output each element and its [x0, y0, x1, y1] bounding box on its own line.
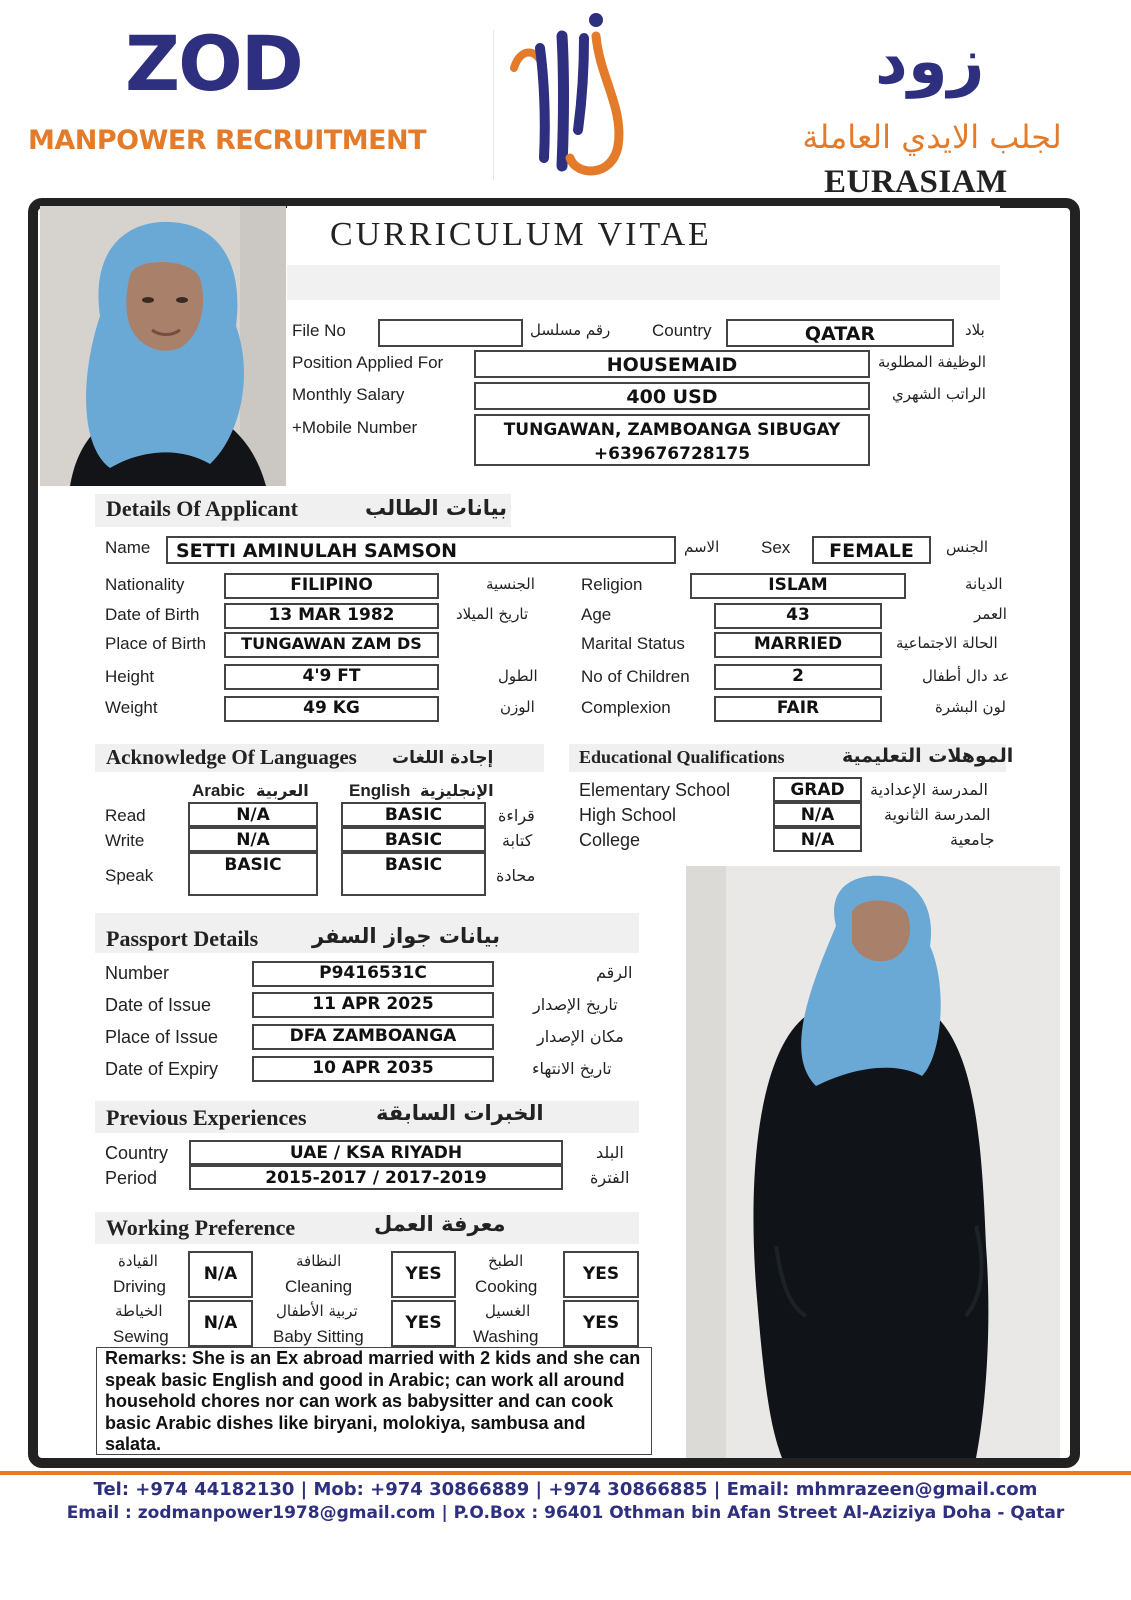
height-label: Height	[105, 667, 155, 686]
english-read-field: BASIC	[341, 802, 486, 827]
driving-label: Driving	[113, 1277, 166, 1296]
file-no-field	[378, 319, 523, 347]
brand-subtitle-arabic: لجلب الايدي العاملة	[802, 118, 1062, 156]
marital-label: Marital Status	[581, 634, 685, 653]
complexion-label-ar: لون البشرة	[935, 698, 1006, 716]
sewing-label-ar: الخياطة	[115, 1302, 163, 1320]
sewing-field: N/A	[188, 1300, 253, 1347]
cleaning-label-ar: النظافة	[296, 1252, 342, 1270]
experience-period-label: Period	[105, 1168, 158, 1188]
experience-country-label: Country	[105, 1143, 169, 1163]
address-mobile-field	[474, 414, 870, 466]
experience-period-label-ar: الفترة	[590, 1168, 630, 1187]
pob-field: TUNGAWAN ZAM DS	[224, 632, 439, 658]
name-field: SETTI AMINULAH SAMSON	[166, 536, 676, 564]
arabic-read-field: N/A	[188, 802, 318, 827]
issue-date-field: 11 APR 2025	[252, 992, 494, 1018]
speak-label-ar: محادة	[496, 866, 536, 885]
footer-contact-line-1: Tel: +974 44182130 | Mob: +974 30866889 | +974 30866885 | Email: mhmrazeen@gmail.com	[93, 1479, 1038, 1500]
expiry-date-label: Date of Expiry	[105, 1059, 219, 1079]
footer-divider	[0, 1471, 1131, 1475]
arabic-write-field: N/A	[188, 827, 318, 852]
eurasiam-label: EURASIAM	[824, 164, 1008, 200]
passport-number-label: Number	[105, 963, 170, 983]
height-label-ar: الطول	[498, 667, 538, 685]
brand-emblem-icon	[500, 8, 640, 180]
weight-label: Weight	[105, 698, 158, 717]
applicant-full-body-photo	[686, 866, 1060, 1458]
cooking-label-ar: الطبخ	[488, 1252, 524, 1270]
babysitting-label: Baby Sitting	[273, 1327, 364, 1346]
pob-label: Place of Birth	[105, 634, 207, 653]
position-label-ar: الوظيفة المطلوبة	[878, 353, 986, 371]
age-label: Age	[581, 605, 612, 624]
read-label-ar: قراءة	[498, 806, 535, 825]
english-col-label-ar: الإنجليزية	[420, 781, 494, 800]
high-school-label: High School	[579, 805, 677, 825]
sewing-label: Sewing	[113, 1327, 169, 1346]
page-title: CURRICULUM VITAE	[330, 216, 712, 253]
nationality-label-ar: الجنسية	[486, 575, 535, 593]
nationality-label: Nationality	[105, 575, 185, 594]
washing-label: Washing	[473, 1327, 539, 1346]
college-field: N/A	[773, 827, 862, 852]
issue-place-label-ar: مكان الإصدار	[537, 1027, 624, 1046]
header-divider	[493, 30, 494, 180]
education-heading: Educational Qualifications	[579, 747, 785, 767]
experience-country-label-ar: البلد	[596, 1143, 624, 1162]
experience-heading-ar: الخبرات السابقة	[376, 1101, 544, 1125]
arabic-col-label: Arabic	[192, 781, 245, 800]
issue-place-field: DFA ZAMBOANGA	[252, 1024, 494, 1050]
college-label: College	[579, 830, 641, 850]
footer-contact-line-2: Email : zodmanpower1978@gmail.com | P.O.Box : 96401 Othman bin Afan Street Al-Aziziya Doha - Qatar	[66, 1503, 1065, 1523]
religion-field: ISLAM	[690, 573, 906, 599]
name-label: Name	[105, 538, 151, 557]
religion-label: Religion	[581, 575, 643, 594]
driving-field: N/A	[188, 1251, 253, 1298]
speak-label: Speak	[105, 866, 154, 885]
babysitting-label-ar: تربية الأطفال	[276, 1302, 358, 1320]
weight-label-ar: الوزن	[500, 698, 535, 716]
cleaning-label: Cleaning	[285, 1277, 353, 1296]
write-label-ar: كتابة	[502, 831, 533, 850]
marital-field: MARRIED	[714, 632, 882, 658]
arabic-speak-field: BASIC	[188, 852, 318, 896]
experience-period-field: 2015-2017 / 2017-2019	[189, 1165, 563, 1190]
nationality-field: FILIPINO	[224, 573, 439, 599]
file-no-label: File No	[292, 321, 346, 340]
high-school-field: N/A	[773, 802, 862, 827]
children-field: 2	[714, 664, 882, 690]
babysitting-field: YES	[391, 1300, 456, 1347]
country-label: Country	[652, 321, 712, 340]
washing-field: YES	[563, 1300, 639, 1347]
driving-label-ar: القيادة	[118, 1252, 158, 1270]
languages-heading-ar: إجادة اللغات	[392, 748, 494, 768]
salary-field: 400 USD	[474, 382, 870, 410]
country-label-ar: بلاد	[965, 321, 985, 339]
arabic-col-label-ar: العربية	[256, 781, 309, 800]
dob-label: Date of Birth	[105, 605, 200, 624]
position-label: Position Applied For	[292, 353, 444, 372]
applicant-portrait	[40, 206, 286, 486]
experience-heading: Previous Experiences	[106, 1105, 307, 1130]
passport-heading: Passport Details	[106, 926, 259, 951]
cleaning-field: YES	[391, 1251, 456, 1298]
country-field: QATAR	[726, 319, 954, 347]
passport-number-label-ar: الرقم	[596, 963, 633, 982]
complexion-field: FAIR	[714, 696, 882, 722]
remarks-box: Remarks: She is an Ex abroad married with 2 kids and she can speak basic English and good in Arabic; can work all around household chores nor can work as babysitter and can cook basic Arabic dishes like biryani, molokiya, sambusa and salata.	[96, 1347, 652, 1455]
file-no-label-ar: رقم مسلسل	[530, 321, 611, 339]
experience-country-field: UAE / KSA RIYADH	[189, 1140, 563, 1165]
applicant-heading: Details Of Applicant	[106, 496, 298, 521]
read-label: Read	[105, 806, 146, 825]
brand-subtitle: MANPOWER RECRUITMENT	[28, 125, 427, 156]
weight-field: 49 KG	[224, 696, 439, 722]
preference-heading-ar: معرفة العمل	[374, 1212, 506, 1236]
issue-date-label: Date of Issue	[105, 995, 212, 1015]
cooking-label: Cooking	[475, 1277, 538, 1296]
age-field: 43	[714, 603, 882, 629]
mobile-value: +639676728175	[593, 444, 751, 464]
elementary-label: Elementary School	[579, 780, 731, 800]
address-value: TUNGAWAN, ZAMBOANGA SIBUGAY	[503, 420, 841, 440]
expiry-date-field: 10 APR 2035	[252, 1056, 494, 1082]
washing-label-ar: الغسيل	[485, 1302, 531, 1320]
brand-logo-text: ZOD	[125, 19, 302, 108]
english-write-field: BASIC	[341, 827, 486, 852]
mobile-label: +Mobile Number	[292, 418, 418, 437]
issue-date-label-ar: تاريخ الإصدار	[533, 995, 618, 1014]
english-speak-field: BASIC	[341, 852, 486, 896]
position-field: HOUSEMAID	[474, 350, 870, 378]
passport-number-field: P9416531C	[252, 961, 494, 987]
age-label-ar: العمر	[974, 605, 1007, 623]
religion-label-ar: الديانة	[965, 575, 1003, 593]
preference-heading: Working Preference	[106, 1215, 296, 1240]
applicant-heading-ar: بيانات الطالب	[365, 496, 508, 520]
marital-label-ar: الحالة الاجتماعية	[896, 634, 998, 652]
high-school-label-ar: المدرسة الثانوية	[884, 805, 991, 824]
write-label: Write	[105, 831, 145, 850]
brand-logo-arabic: زود	[875, 25, 985, 99]
height-field: 4'9 FT	[224, 664, 439, 690]
dob-field: 13 MAR 1982	[224, 603, 439, 629]
salary-label: Monthly Salary	[292, 385, 405, 404]
name-label-ar: الاسم	[684, 538, 720, 556]
english-col-label: English	[349, 781, 411, 800]
college-label-ar: جامعية	[950, 830, 995, 849]
dob-label-ar: تاريخ الميلاد	[456, 605, 529, 623]
children-label-ar: عد دال أطفال	[922, 667, 1010, 685]
sex-label: Sex	[761, 538, 791, 557]
expiry-date-label-ar: تاريخ الانتهاء	[532, 1059, 612, 1078]
sex-field: FEMALE	[812, 536, 931, 564]
sex-label-ar: الجنس	[946, 538, 989, 556]
issue-place-label: Place of Issue	[105, 1027, 219, 1047]
complexion-label: Complexion	[581, 698, 671, 717]
elementary-label-ar: المدرسة الإعدادية	[870, 780, 988, 799]
cooking-field: YES	[563, 1251, 639, 1298]
passport-heading-ar: بيانات جواز السفر	[312, 924, 501, 948]
languages-heading: Acknowledge Of Languages	[106, 745, 357, 769]
children-label: No of Children	[581, 667, 690, 686]
elementary-field: GRAD	[773, 777, 862, 802]
education-heading-ar: الموهلات التعليمية	[842, 745, 1014, 767]
salary-label-ar: الراتب الشهري	[892, 385, 986, 403]
